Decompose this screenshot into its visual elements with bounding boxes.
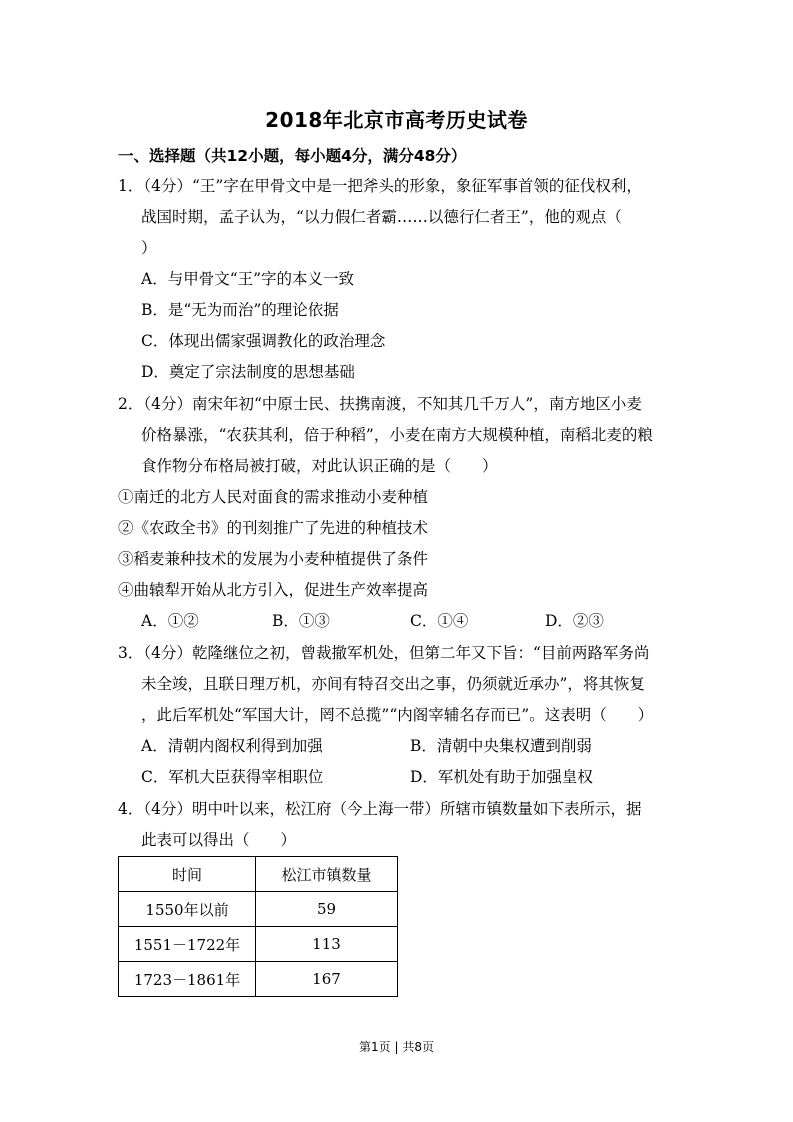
table-header-cell: 时间 [119, 857, 256, 892]
q4-line-2: 此表可以得出（ ） [141, 831, 297, 849]
page-title: 2018年北京市高考历史试卷 [265, 108, 528, 132]
q3-option-c: C．军机大臣获得宰相职位 [141, 768, 324, 786]
q2-statement-3: ③稻麦兼种技术的发展为小麦种植提供了条件 [118, 550, 429, 568]
q1-line-1: 1．（4分）“王”字在甲骨文中是一把斧头的形象，象征军事首领的征伐权利， [118, 177, 642, 195]
table-cell: 1550年以前 [119, 892, 256, 927]
table-cell: 113 [256, 927, 398, 962]
table-cell: 1723－1861年 [119, 962, 256, 997]
q2-line-3: 食作物分布格局被打破，对此认识正确的是（ ） [141, 457, 498, 475]
table-cell: 59 [256, 892, 398, 927]
q1-line-2: 战国时期，孟子认为，“以力假仁者霸……以德行仁者王”，他的观点（ [141, 208, 622, 226]
q2-line-2: 价格暴涨，“农获其利，倍于种稻”，小麦在南方大规模种植，南稻北麦的粮 [141, 426, 653, 444]
q4-line-1: 4．（4分）明中叶以来，松江府（今上海一带）所辖市镇数量如下表所示，据 [118, 800, 642, 818]
q2-statement-4: ④曲辕犁开始从北方引入，促进生产效率提高 [118, 581, 429, 599]
table-cell: 1551－1722年 [119, 927, 256, 962]
section-heading: 一、选择题（共12小题，每小题4分，满分48分） [118, 147, 467, 165]
page-footer: 第1页 | 共8页 [359, 1040, 434, 1054]
q1-option-b: B．是“无为而治”的理论依据 [141, 301, 339, 319]
q1-option-c: C．体现出儒家强调教化的政治理念 [141, 332, 386, 350]
table-row [119, 892, 398, 927]
q1-option-a: A．与甲骨文“王”字的本义一致 [141, 270, 355, 288]
q1-option-d: D．奠定了宗法制度的思想基础 [141, 363, 355, 381]
q2-line-1: 2．（4分）南宋年初“中原士民、扶携南渡，不知其几千万人”，南方地区小麦 [118, 395, 642, 413]
q3-option-d: D．军机处有助于加强皇权 [410, 768, 593, 786]
q3-option-a: A．清朝内阁权利得到加强 [141, 737, 323, 755]
q2-statement-2: ②《农政全书》的刊刻推广了先进的种植技术 [118, 519, 429, 537]
q3-option-b: B．清朝中央集权遭到削弱 [410, 737, 592, 755]
q3-line-2: 未全竣，且联日理万机，亦间有特召交出之事，仍须就近承办”，将其恢复 [141, 675, 645, 693]
table-header-row [119, 857, 398, 892]
table-row [119, 927, 398, 962]
town-count-table [118, 856, 398, 997]
q2-statement-1: ①南迁的北方人民对面食的需求推动小麦种植 [118, 488, 429, 506]
q1-line-3: ） [141, 239, 157, 257]
q3-line-3: ，此后军机处“军国大计，罔不总揽”“内阁宰辅名存而已”。这表明（ ） [141, 706, 654, 724]
q2-option-c: C．①④ [410, 612, 469, 630]
q2-option-a: A．①② [141, 612, 199, 630]
table-header-cell: 松江市镇数量 [256, 857, 398, 892]
table-cell: 167 [256, 962, 398, 997]
q2-option-b: B．①③ [272, 612, 330, 630]
q3-line-1: 3．（4分）乾隆继位之初，曾裁撤军机处，但第二年又下旨：“目前两路军务尚 [118, 644, 650, 662]
table-row [119, 962, 398, 997]
q2-option-d: D．②③ [545, 612, 604, 630]
